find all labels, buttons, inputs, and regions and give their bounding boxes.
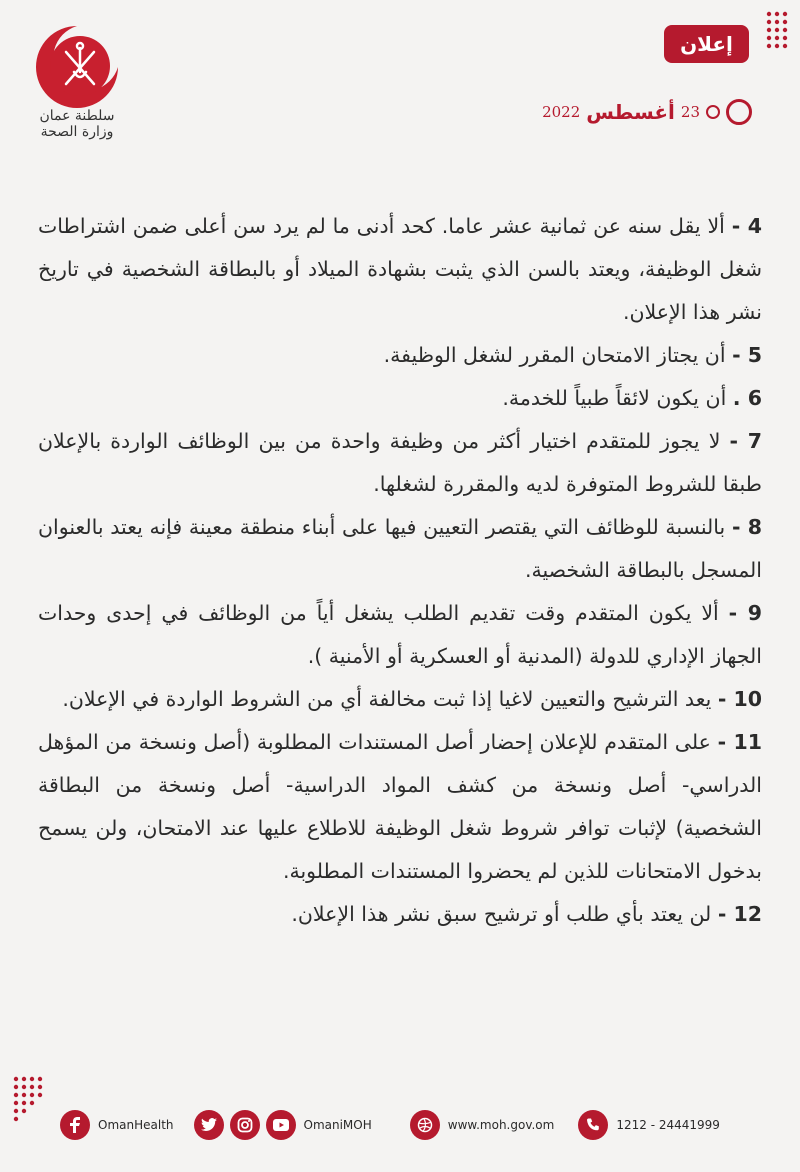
contact-footer bbox=[60, 1107, 760, 1143]
condition-item-8 bbox=[38, 506, 762, 592]
facebook-icon[interactable] bbox=[60, 1110, 90, 1140]
logo-text-line2: وزارة الصحة bbox=[40, 124, 114, 140]
item-text: لن يعتد بأي طلب أو ترشيح سبق نشر هذا الإعلان. bbox=[291, 902, 718, 926]
item-text: ألا يكون المتقدم وقت تقديم الطلب يشغل أياً من الوظائف في إحدى وحدات الجهاز الإداري للدولة (المدنية أو العسكرية أو الأمنية ). bbox=[38, 601, 762, 668]
large-ring-icon bbox=[726, 99, 752, 125]
twitter-icon[interactable] bbox=[194, 1110, 224, 1140]
condition-item-9 bbox=[38, 592, 762, 678]
item-text: بالنسبة للوظائف التي يقتصر التعيين فيها على أبناء منطقة معينة فإنه يعتد بالعنوان المسجل بالبطاقة الشخصية. bbox=[38, 515, 762, 582]
item-number: 6 . bbox=[732, 386, 762, 410]
condition-item-7 bbox=[38, 420, 762, 506]
item-number: 7 - bbox=[729, 429, 762, 453]
condition-item-10 bbox=[38, 678, 762, 721]
item-number: 4 - bbox=[731, 214, 762, 238]
item-number: 5 - bbox=[732, 343, 762, 367]
ministry-logo bbox=[22, 22, 132, 142]
conditions-list bbox=[38, 205, 762, 936]
logo-text-line1: سلطنة عمان bbox=[39, 108, 115, 124]
phone-icon bbox=[578, 1110, 608, 1140]
globe-icon bbox=[410, 1110, 440, 1140]
date-line bbox=[542, 97, 752, 127]
social-handle[interactable]: OmaniMOH bbox=[303, 1118, 372, 1132]
date-month: أغسطس bbox=[586, 100, 675, 124]
item-text: يعد الترشيح والتعيين لاغيا إذا ثبت مخالفة أي من الشروط الواردة في الإعلان. bbox=[62, 687, 718, 711]
item-text: لا يجوز للمتقدم اختيار أكثر من وظيفة واحدة من بين الوظائف الواردة بالإعلان طبقا للشروط المتوفرة لديه والمقررة لشغلها. bbox=[38, 429, 762, 496]
phone-number[interactable]: 1212 - 24441999 bbox=[616, 1118, 720, 1132]
website-link[interactable]: www.moh.gov.om bbox=[447, 1118, 555, 1132]
decorative-dots-top-right bbox=[765, 10, 789, 54]
item-number: 9 - bbox=[728, 601, 762, 625]
item-number: 8 - bbox=[731, 515, 762, 539]
announcement-badge: إعلان bbox=[664, 25, 749, 63]
condition-item-11 bbox=[38, 721, 762, 893]
item-text: على المتقدم للإعلان إحضار أصل المستندات المطلوبة (أصل ونسخة من المؤهل الدراسي- أصل ونسخة من كشف المواد الدراسية- أصل ونسخة من البطاقة الشخصية) لإثبات توافر شروط شغل الوظيفة للاطلاع عليها عند الامتحان، ولن يسمح بدخول الامتحانات للذين لم يحضروا المستندات المطلوبة. bbox=[38, 730, 762, 883]
youtube-icon[interactable] bbox=[266, 1110, 296, 1140]
item-number: 10 - bbox=[717, 687, 762, 711]
small-ring-icon bbox=[706, 105, 720, 119]
crescent-emblem-icon bbox=[32, 22, 122, 112]
facebook-handle[interactable]: OmanHealth bbox=[98, 1118, 174, 1132]
decorative-dots-bottom-left bbox=[12, 1075, 56, 1125]
condition-item-5 bbox=[38, 334, 762, 377]
item-text: أن يكون لائقاً طبياً للخدمة. bbox=[502, 386, 733, 410]
item-number: 12 - bbox=[717, 902, 762, 926]
item-text: ألا يقل سنه عن ثمانية عشر عاما. كحد أدنى ما لم يرد سن أعلى ضمن اشتراطات شغل الوظيفة، ويعتد بالسن الذي يثبت بشهادة الميلاد أو بالبطاقة الشخصية في تاريخ نشر هذا الإعلان. bbox=[38, 214, 762, 324]
instagram-icon[interactable] bbox=[230, 1110, 260, 1140]
condition-item-12 bbox=[38, 893, 762, 936]
item-number: 11 - bbox=[717, 730, 762, 754]
logo-text bbox=[22, 108, 132, 140]
condition-item-6 bbox=[38, 377, 762, 420]
date-day: 23 bbox=[680, 103, 700, 121]
condition-item-4 bbox=[38, 205, 762, 334]
item-text: أن يجتاز الامتحان المقرر لشغل الوظيفة. bbox=[383, 343, 733, 367]
date-year: 2022 bbox=[542, 103, 581, 121]
